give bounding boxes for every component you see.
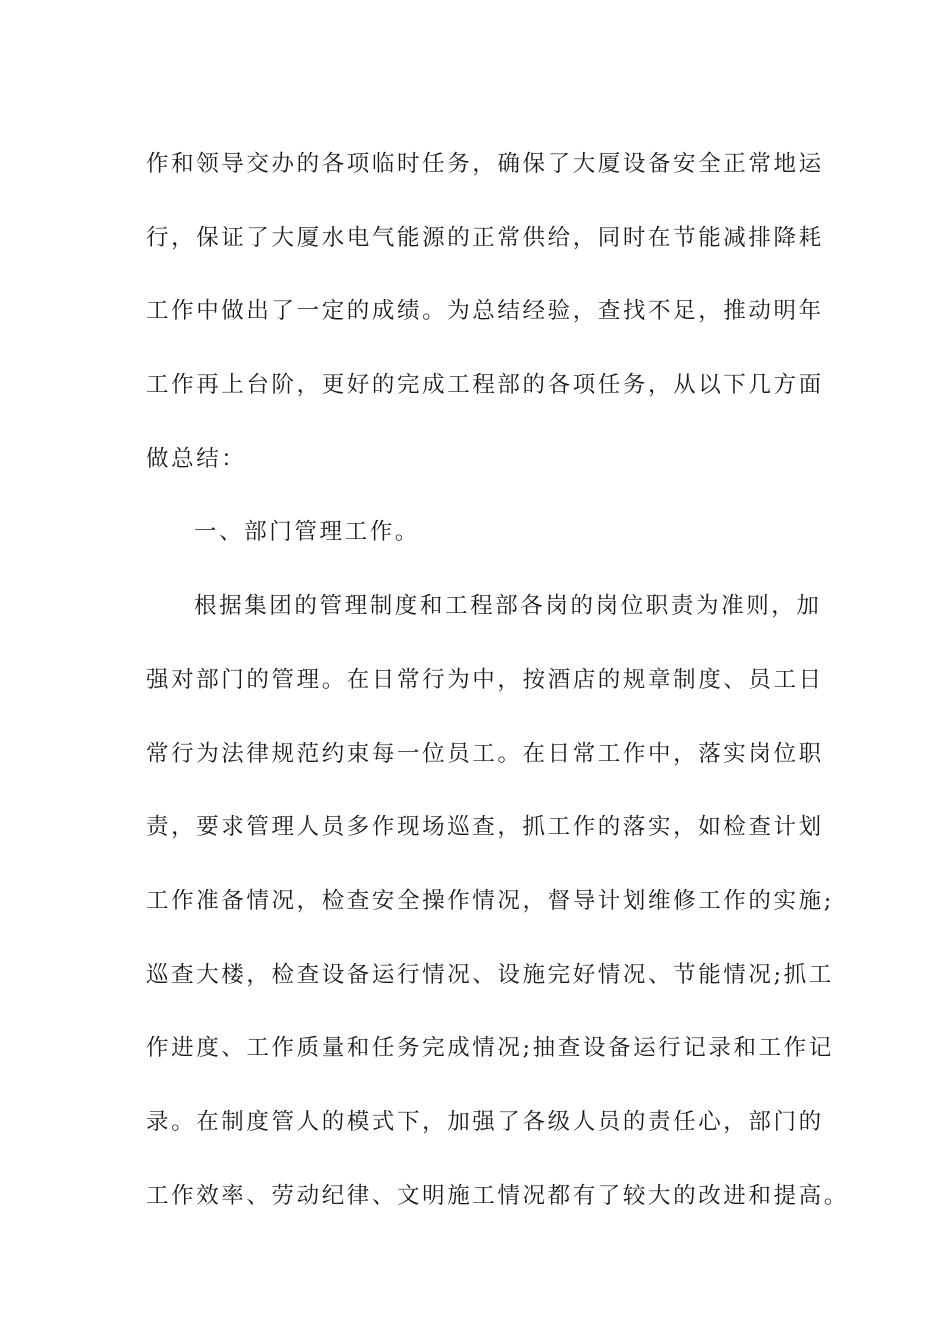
text-line: 工作中做出了一定的成绩。为总结经验，查找不足，推动明年 [146,298,824,325]
text-line: 巡查大楼，检查设备运行情况、设施完好情况、节能情况;抓工 [146,961,834,988]
text-line: 责，要求管理人员多作现场巡查，抓工作的落实，如检查计划 [146,814,824,841]
text-line: 行，保证了大厦水电气能源的正常供给，同时在节能减排降耗 [146,224,824,251]
text-line: 工作再上台阶，更好的完成工程部的各项任务，从以下几方面 [146,372,824,399]
text-line: 做总结： [146,445,247,472]
text-line: 作和领导交办的各项临时任务，确保了大厦设备安全正常地运 [146,151,824,177]
text-line: 工作准备情况，检查安全操作情况，督导计划维修工作的实施; [146,887,834,914]
text-line: 工作效率、劳动纪律、文明施工情况都有了较大的改进和提高。 [146,1182,849,1209]
text-line: 强对部门的管理。在日常行为中，按酒店的规章制度、员工日 [146,666,824,693]
body-text [146,128,849,1233]
section-heading: 一、部门管理工作。 [194,519,420,546]
text-line: 录。在制度管人的模式下，加强了各级人员的责任心，部门的 [146,1108,824,1135]
text-line: 常行为法律规范约束每一位员工。在日常工作中，落实岗位职 [146,740,824,767]
text-line: 作进度、工作质量和任务完成情况;抽查设备运行记录和工作记 [146,1035,834,1062]
paragraph-first-line: 根据集团的管理制度和工程部各岗的岗位职责为准则，加 [194,593,822,620]
